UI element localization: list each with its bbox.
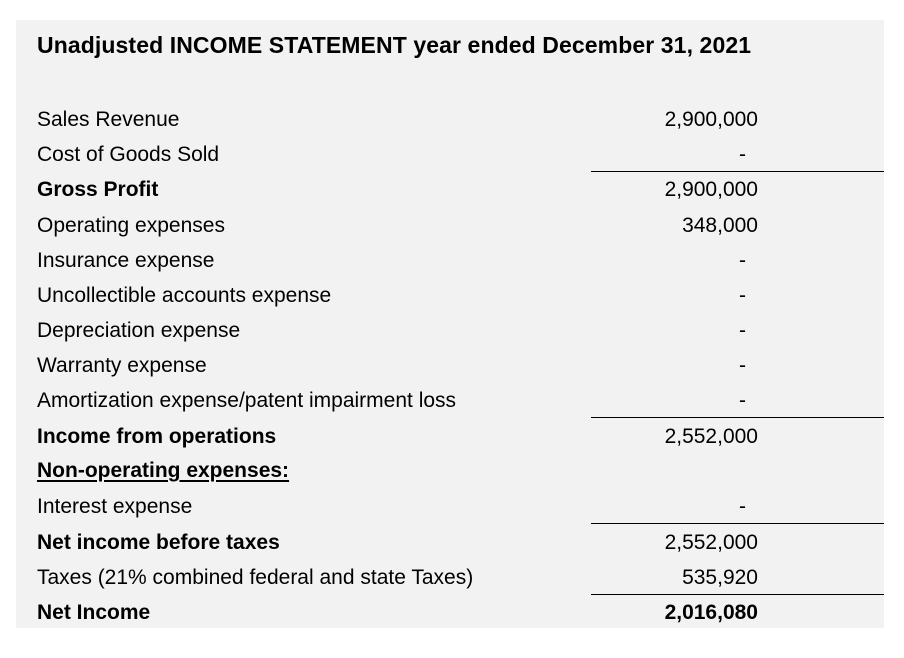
row-value: - [739,389,746,412]
section-heading: Non-operating expenses: [37,459,290,482]
statement-row-cost-of-goods-sold [0,139,904,173]
row-label: Income from operations [37,425,277,448]
row-value: - [739,143,746,166]
row-label: Operating expenses [37,214,225,237]
statement-row-taxes [0,562,904,596]
row-value: 2,016,080 [664,601,758,624]
statement-row-warranty-expense [0,350,904,384]
row-value: - [739,284,746,307]
row-value: 535,920 [682,566,758,589]
row-value: - [739,354,746,377]
row-value: 2,552,000 [664,531,758,554]
row-label: Net income before taxes [37,531,280,554]
statement-row-amortization-expense [0,385,904,419]
row-value: 2,552,000 [664,425,758,448]
statement-row-non-operating-heading [0,455,904,489]
row-label: Net Income [37,601,151,624]
row-label: Gross Profit [37,178,159,201]
row-label: Cost of Goods Sold [37,143,220,166]
subtotal-rule [591,594,884,595]
statement-row-depreciation-expense [0,315,904,349]
statement-row-net-income [0,597,904,631]
statement-row-gross-profit [0,174,904,208]
statement-row-income-from-operations [0,421,904,455]
row-value: 2,900,000 [664,178,758,201]
statement-row-uncollectible-accounts-expense [0,280,904,314]
statement-title: Unadjusted INCOME STATEMENT year ended December 31, 2021 [37,32,752,58]
row-label: Warranty expense [37,354,207,377]
statement-row-insurance-expense [0,245,904,279]
row-label: Taxes (21% combined federal and state Taxes) [37,566,474,589]
statement-row-operating-expenses [0,210,904,244]
row-label: Sales Revenue [37,108,180,131]
statement-row-interest-expense [0,491,904,525]
row-value: 2,900,000 [664,108,758,131]
row-value: - [739,319,746,342]
subtotal-rule [591,171,884,172]
statement-row-net-income-before-taxes [0,527,904,561]
row-value: - [739,249,746,272]
subtotal-rule [591,417,884,418]
subtotal-rule [591,523,884,524]
row-value: - [739,495,746,518]
row-label: Uncollectible accounts expense [37,284,332,307]
row-label: Depreciation expense [37,319,241,342]
row-label: Amortization expense/patent impairment loss [37,389,457,412]
row-label: Interest expense [37,495,193,518]
row-label: Insurance expense [37,249,215,272]
row-value: 348,000 [682,214,758,237]
statement-row-sales-revenue [0,104,904,138]
